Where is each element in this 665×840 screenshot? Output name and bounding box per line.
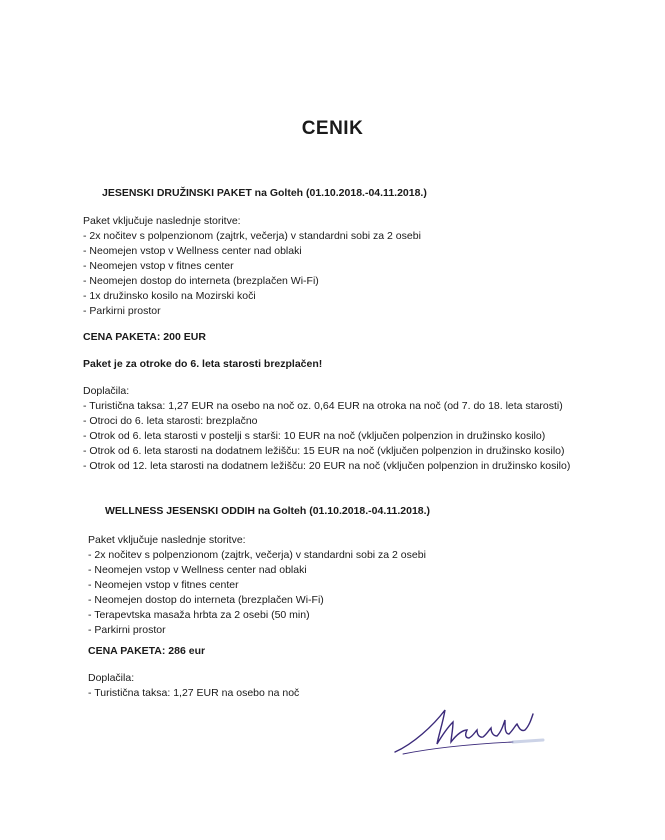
package1-extra: - Otrok od 6. leta starosti na dodatnem ležišču: 15 EUR na noč (vključen polpenzion in družinsko kosilo): [83, 445, 565, 457]
package1-item: - 1x družinsko kosilo na Mozirski koči: [83, 290, 256, 302]
package1-price: CENA PAKETA: 200 EUR: [83, 331, 206, 343]
package1-heading: JESENSKI DRUŽINSKI PAKET na Golteh (01.10.2018.-04.11.2018.): [102, 187, 427, 199]
package2-item: - Neomejen dostop do interneta (brezplačen Wi-Fi): [88, 594, 324, 606]
package2-intro: Paket vključuje naslednje storitve:: [88, 534, 246, 546]
package2-extra: - Turistična taksa: 1,27 EUR na osebo na noč: [88, 687, 300, 699]
package1-extra: - Otroci do 6. leta starosti: brezplačno: [83, 415, 258, 427]
package1-item: - Neomejen vstop v fitnes center: [83, 260, 234, 272]
package2-price: CENA PAKETA: 286 eur: [88, 645, 206, 657]
package1-note: Paket je za otroke do 6. leta starosti brezplačen!: [83, 358, 323, 370]
package1-item: - Neomejen dostop do interneta (brezplačen Wi-Fi): [83, 275, 319, 287]
package1-extra: - Otrok od 12. leta starosti na dodatnem ležišču: 20 EUR na noč (vključen polpenzion in družinsko kosilo): [83, 460, 571, 472]
package1-extra: - Turistična taksa: 1,27 EUR na osebo na noč oz. 0,64 EUR na otroka na noč (od 7. do 18. leta starosti): [83, 400, 563, 412]
package1-item: - Parkirni prostor: [83, 305, 161, 317]
page-title: CENIK: [301, 118, 364, 139]
package2-item: - Parkirni prostor: [88, 624, 166, 636]
package2-item: - 2x nočitev s polpenzionom (zajtrk, večerja) v standardni sobi za 2 osebi: [88, 549, 426, 561]
package1-intro: Paket vključuje naslednje storitve:: [83, 215, 241, 227]
package1-item: - Neomejen vstop v Wellness center nad oblaki: [83, 245, 302, 257]
package2-item: - Neomejen vstop v Wellness center nad oblaki: [88, 564, 307, 576]
package2-extras-title: Doplačila:: [88, 672, 135, 684]
package2-heading: WELLNESS JESENSKI ODDIH na Golteh (01.10.2018.-04.11.2018.): [105, 505, 431, 517]
signature-image: [393, 704, 563, 759]
package2-item: - Neomejen vstop v fitnes center: [88, 579, 239, 591]
package1-item: - 2x nočitev s polpenzionom (zajtrk, večerja) v standardni sobi za 2 osebi: [83, 230, 421, 242]
package1-extra: - Otrok od 6. leta starosti v postelji s starši: 10 EUR na noč (vključen polpenzion in družinsko kosilo): [83, 430, 546, 442]
package2-item: - Terapevtska masaža hrbta za 2 osebi (50 min): [88, 609, 310, 621]
package1-extras-title: Doplačila:: [83, 385, 130, 397]
